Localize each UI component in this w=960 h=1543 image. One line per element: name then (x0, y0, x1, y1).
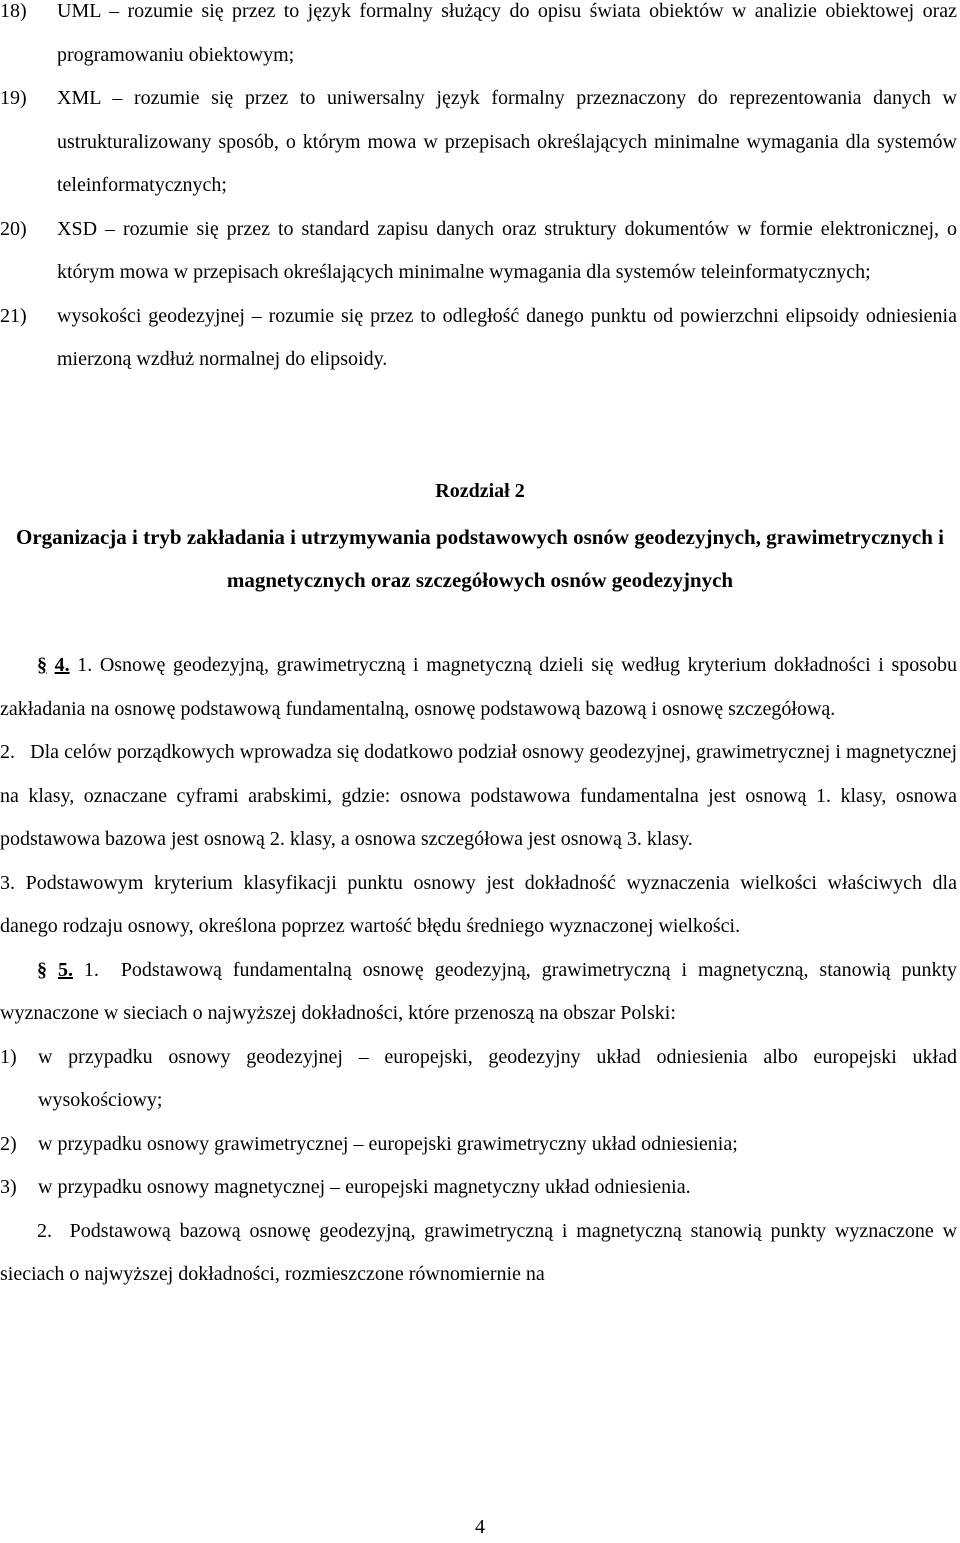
definition-number: 21) (0, 304, 27, 327)
paragraph-text: Podstawowym kryterium klasyfikacji punktu osnowy jest dokładność wyznaczenia wielkości właściwych dla danego rodzaju osnowy, określona poprzez wartość błędu średniego wyznaczonej wielkości. (0, 871, 957, 937)
chapter-number: Rozdział 2 (435, 480, 525, 502)
definition-text: XML – rozumie się przez to uniwersalny język formalny przeznaczony do reprezentowania danych w ustrukturalizowany sposób, o którym mowa w przepisach określających minimalne wymagania dla systemów teleinformatycznych; (57, 87, 957, 196)
definition-item (0, 208, 957, 295)
paragraph-text: Podstawową fundamentalną osnowę geodezyjną, grawimetryczną i magnetyczną, stanowią punkty wyznaczone w sieciach o najwyższej dokładności, które przenoszą na obszar Polski: (0, 958, 958, 1024)
definition-item (0, 295, 957, 382)
definition-number: 18) (0, 0, 27, 22)
list-item-number: 2) (0, 1132, 17, 1155)
paragraph-text: Podstawową bazową osnowę geodezyjną, grawimetryczną i magnetyczną stanowią punkty wyznaczone w sieciach o najwyższej dokładności, rozmieszczone równomiernie na (0, 1219, 958, 1285)
definition-item (0, 0, 957, 77)
paragraph-number: 3. (0, 871, 15, 894)
section-symbol: § (37, 958, 47, 981)
paragraph-text: Dla celów porządkowych wprowadza się dodatkowo podział osnowy geodezyjnej, grawimetrycznej i magnetycznej na klasy, oznaczane cyframi arabskimi, gdzie: osnowa podstawowa fundamentalna jest osnową 1. klasy, osnowa podstawowa bazowa jest osnową 2. klasy, a osnowa szczegółowa jest osnową 3. klasy. (0, 741, 957, 850)
section-number: 4. (54, 654, 70, 676)
section-4-paragraph-2 (0, 731, 957, 862)
definition-item (0, 77, 957, 208)
section-4-paragraph-1 (0, 644, 957, 731)
paragraph-number: 2. (37, 1219, 52, 1242)
definitions-list (0, 0, 957, 382)
definition-text: wysokości geodezyjnej – rozumie się przez to odległość danego punktu od powierzchni elipsoidy odniesienia mierzoną wzdłuż normalnej do elipsoidy. (57, 304, 957, 370)
chapter-title: Organizacja i tryb zakładania i utrzymywania podstawowych osnów geodezyjnych, grawimetrycznych i magnetycznych oraz szczegółowych osnów geodezyjnych (15, 525, 945, 592)
paragraph-text: Osnowę geodezyjną, grawimetryczną i magnetyczną dzieli się według kryterium dokładności i sposobu zakładania na osnowę podstawową fundamentalną, osnowę podstawową bazową i osnowę szczegółową. (0, 654, 958, 720)
list-item-text: w przypadku osnowy grawimetrycznej – europejski grawimetryczny układ odniesienia; (38, 1132, 738, 1155)
list-item-number: 1) (0, 1045, 17, 1068)
section-5-paragraph-2 (0, 1210, 957, 1297)
section-5-paragraph-1 (0, 949, 957, 1036)
list-item (0, 1123, 957, 1167)
definition-number: 19) (0, 87, 27, 109)
list-item-text: w przypadku osnowy geodezyjnej – europejski, geodezyjny układ odniesienia albo europejski układ wysokościowy; (38, 1045, 957, 1111)
definition-number: 20) (0, 217, 27, 240)
page-number: 4 (475, 1516, 485, 1538)
list-item-text: w przypadku osnowy magnetycznej – europejski magnetyczny układ odniesienia. (38, 1176, 691, 1198)
section-symbol: § (37, 654, 47, 676)
paragraph-number: 2. (0, 741, 15, 763)
paragraph-number: 1. (77, 654, 93, 676)
list-item (0, 1036, 957, 1123)
definition-text: UML – rozumie się przez to język formalny służący do opisu świata obiektów w analizie obiektowej oraz programowaniu obiektowym; (57, 0, 957, 66)
paragraph-number: 1. (83, 958, 99, 981)
section-number: 5. (57, 958, 73, 981)
definition-text: XSD – rozumie się przez to standard zapisu danych oraz struktury dokumentów w formie elektronicznej, o którym mowa w przepisach określających minimalne wymagania dla systemów teleinformatycznych; (57, 217, 957, 283)
list-item-number: 3) (0, 1176, 17, 1198)
list-item (0, 1166, 957, 1210)
section-4-paragraph-3 (0, 862, 957, 949)
chapter-body (0, 644, 957, 1297)
